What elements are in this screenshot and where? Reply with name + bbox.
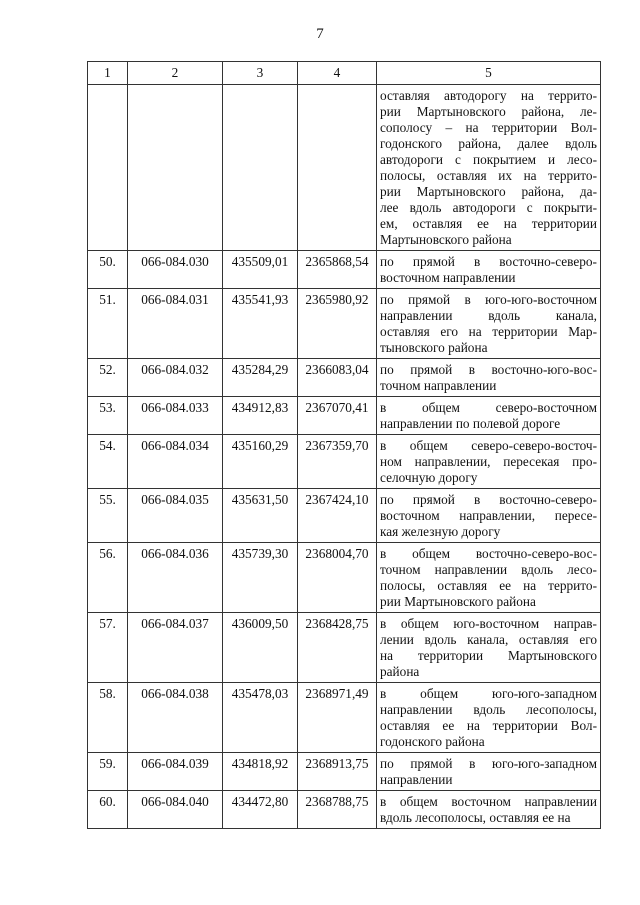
description-line: точном направлении — [380, 378, 497, 393]
description-line: восточном направлении, пересе- — [380, 508, 597, 523]
description-line: в общем северо-северо-восточ- — [380, 438, 597, 453]
description-line: в общем восточном направлении — [380, 794, 597, 809]
column-header: 4 — [298, 62, 377, 85]
description-line: оставляя автодорогу на террито- — [380, 88, 597, 103]
row-number: 53. — [88, 397, 128, 435]
description-line: оставляя его на территории Мар- — [380, 324, 597, 339]
column-header: 2 — [128, 62, 223, 85]
header-row — [88, 62, 601, 85]
description-line: по прямой в юго-юго-западном — [380, 756, 597, 771]
description-line: на территории Мартыновского — [380, 648, 597, 663]
row-number: 54. — [88, 435, 128, 489]
x-coordinate: 435478,03 — [223, 683, 298, 753]
table-row — [88, 397, 601, 435]
description-line: полосы, оставляя их на террито- — [380, 168, 597, 183]
description-line: направлении вдоль канала, — [380, 308, 597, 323]
description-cell — [377, 489, 601, 543]
x-coordinate: 435631,50 — [223, 489, 298, 543]
description-cell — [377, 85, 601, 251]
y-coordinate: 2365980,92 — [298, 289, 377, 359]
description-line: годонского района, далее вдоль — [380, 136, 597, 151]
description-line: точном направлении вдоль лесо- — [380, 562, 597, 577]
empty-cell — [298, 85, 377, 251]
x-coordinate: 435541,93 — [223, 289, 298, 359]
description-line: ном направлении, пересекая про- — [380, 454, 597, 469]
x-coordinate: 435509,01 — [223, 251, 298, 289]
y-coordinate: 2367070,41 — [298, 397, 377, 435]
description-line: годонского района — [380, 734, 485, 749]
row-number: 60. — [88, 791, 128, 829]
description-cell — [377, 543, 601, 613]
description-line: селочную дорогу — [380, 470, 478, 485]
x-coordinate: 435284,29 — [223, 359, 298, 397]
column-header: 3 — [223, 62, 298, 85]
point-code: 066-084.036 — [128, 543, 223, 613]
y-coordinate: 2368913,75 — [298, 753, 377, 791]
row-number: 59. — [88, 753, 128, 791]
table-row — [88, 289, 601, 359]
y-coordinate: 2367424,10 — [298, 489, 377, 543]
y-coordinate: 2365868,54 — [298, 251, 377, 289]
continuation-row — [88, 85, 601, 251]
description-line: рии Мартыновского района, да- — [380, 184, 597, 199]
y-coordinate: 2368788,75 — [298, 791, 377, 829]
empty-cell — [223, 85, 298, 251]
description-line: автодороги с покрытием и лесо- — [380, 152, 597, 167]
x-coordinate: 435739,30 — [223, 543, 298, 613]
row-number: 51. — [88, 289, 128, 359]
empty-cell — [128, 85, 223, 251]
description-line: лении вдоль канала, оставляя его — [380, 632, 597, 647]
description-line: по прямой в восточно-северо- — [380, 492, 597, 507]
table-row — [88, 251, 601, 289]
description-line: в общем юго-юго-западном — [380, 686, 597, 701]
row-number: 58. — [88, 683, 128, 753]
description-cell — [377, 359, 601, 397]
row-number: 52. — [88, 359, 128, 397]
x-coordinate: 434912,83 — [223, 397, 298, 435]
point-code: 066-084.038 — [128, 683, 223, 753]
table-row — [88, 359, 601, 397]
point-code: 066-084.037 — [128, 613, 223, 683]
description-line: Мартыновского района — [380, 232, 512, 247]
description-line: по прямой в восточно-северо- — [380, 254, 597, 269]
row-number: 56. — [88, 543, 128, 613]
description-line: направлении по полевой дороге — [380, 416, 561, 431]
table-row — [88, 543, 601, 613]
description-cell — [377, 251, 601, 289]
description-line: района — [380, 664, 420, 679]
row-number: 55. — [88, 489, 128, 543]
description-line: кая железную дорогу — [380, 524, 501, 539]
point-code: 066-084.040 — [128, 791, 223, 829]
x-coordinate: 435160,29 — [223, 435, 298, 489]
description-line: по прямой в юго-юго-восточном — [380, 292, 597, 307]
x-coordinate: 434472,80 — [223, 791, 298, 829]
description-line: ем, оставляя ее на территории — [380, 216, 597, 231]
page-number: 7 — [316, 26, 324, 42]
description-line: в общем северо-восточном — [380, 400, 597, 415]
description-cell — [377, 289, 601, 359]
description-cell — [377, 791, 601, 829]
table-row — [88, 613, 601, 683]
description-cell — [377, 397, 601, 435]
point-code: 066-084.030 — [128, 251, 223, 289]
description-line: по прямой в восточно-юго-вос- — [380, 362, 597, 377]
table-row — [88, 753, 601, 791]
description-cell — [377, 753, 601, 791]
point-code: 066-084.032 — [128, 359, 223, 397]
column-header: 5 — [377, 62, 601, 85]
description-line: в общем восточно-северо-вос- — [380, 546, 597, 561]
column-header: 1 — [88, 62, 128, 85]
description-line: полосы, оставляя ее на террито- — [380, 578, 597, 593]
description-line: вдоль лесополосы, оставляя ее на — [380, 810, 571, 825]
description-line: направлении — [380, 772, 453, 787]
y-coordinate: 2368428,75 — [298, 613, 377, 683]
x-coordinate: 434818,92 — [223, 753, 298, 791]
boundary-points-table — [87, 61, 601, 829]
y-coordinate: 2368004,70 — [298, 543, 377, 613]
description-line: лее вдоль автодороги с покрыти- — [380, 200, 597, 215]
point-code: 066-084.031 — [128, 289, 223, 359]
y-coordinate: 2366083,04 — [298, 359, 377, 397]
description-line: сополосу – на территории Вол- — [380, 120, 597, 135]
description-cell — [377, 683, 601, 753]
description-line: тыновского района — [380, 340, 488, 355]
row-number: 50. — [88, 251, 128, 289]
table-row — [88, 683, 601, 753]
point-code: 066-084.035 — [128, 489, 223, 543]
description-cell — [377, 435, 601, 489]
description-cell — [377, 613, 601, 683]
description-line: направлении вдоль лесополосы, — [380, 702, 597, 717]
y-coordinate: 2367359,70 — [298, 435, 377, 489]
description-line: восточном направлении — [380, 270, 516, 285]
description-line: оставляя ее на территории Вол- — [380, 718, 597, 733]
table-row — [88, 791, 601, 829]
y-coordinate: 2368971,49 — [298, 683, 377, 753]
x-coordinate: 436009,50 — [223, 613, 298, 683]
description-line: рии Мартыновского района, ле- — [380, 104, 597, 119]
point-code: 066-084.033 — [128, 397, 223, 435]
row-number: 57. — [88, 613, 128, 683]
table-row — [88, 435, 601, 489]
point-code: 066-084.039 — [128, 753, 223, 791]
empty-cell — [88, 85, 128, 251]
table-row — [88, 489, 601, 543]
point-code: 066-084.034 — [128, 435, 223, 489]
description-line: рии Мартыновского района — [380, 594, 536, 609]
description-line: в общем юго-восточном направ- — [380, 616, 597, 631]
